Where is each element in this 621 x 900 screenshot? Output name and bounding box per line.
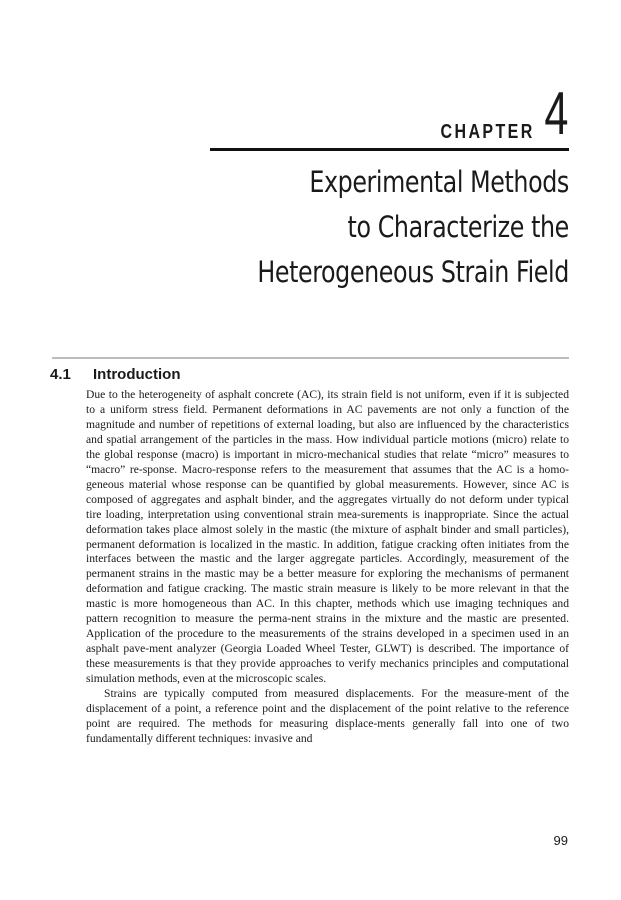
section-divider [52, 357, 569, 359]
paragraph-2: Strains are typically computed from measured displacements. For the measure-ment of the displacement of a point, a reference point and the displacement of the point relative to the reference point are required. The methods for measuring displace-ments generally fall into one of two fundamentally different techniques: invasive and [86, 687, 569, 745]
chapter-word: CHAPTER [440, 121, 535, 143]
chapter-divider [210, 148, 569, 151]
chapter-title-line-1: Experimental Methods [309, 165, 569, 199]
body-text [86, 388, 569, 747]
section-number: 4.1 [50, 366, 71, 383]
page-number: 99 [553, 833, 568, 848]
chapter-title [189, 160, 569, 295]
chapter-label [417, 80, 569, 147]
chapter-title-line-2: to Characterize the [347, 210, 569, 244]
chapter-title-line-3: Heterogeneous Strain Field [257, 255, 569, 289]
paragraph-1: Due to the heterogeneity of asphalt concrete (AC), its strain field is not uniform, even if it is subjected to a uniform stress field. Permanent deformations in AC pavements are not only a function of the magnitude and number of repetitions of external loading, but also are influenced by the characteristics and spatial arrangement of the particles in the mass. How individual particle motions (micro) relate to the global response (macro) is important in micro-mechanical studies that relate “micro” measures to “macro” re-sponse. Macro-response refers to the measurement that assumes that the AC is a homo-geneous material whose response can be quantified by global measurements. However, since AC is composed of aggregates and asphalt binder, and the aggregates virtually do not deform under typical tire loading, interpretation using conventional strain mea-surements is inappropriate. Since the actual deformation takes place almost solely in the mastic (the mixture of asphalt binder and small particles), permanent deformation is localized in the mastic. In addition, fatigue cracking often initiates from the interfaces between the mastic and the larger aggregate particles. Accordingly, measurement of the permanent strains in the mastic may be a better measure for exploring the mechanisms of permanent deformation and fatigue cracking. The mastic strain measure is likely to be more relevant in that the mastic is more homogeneous than AC. In this chapter, methods which use imaging techniques and pattern recognition to measure the perma-nent strains in the mixture and the mastic are presented. Application of the procedure to the measurements of the strains developed in a specimen used in an asphalt pave-ment analyzer (Georgia Loaded Wheel Tester, GLWT) is described. The importance of these measurements is that they provide approaches to verify mechanics principles and computational simulation methods, even at the microscopic scales. [86, 388, 569, 686]
chapter-number: 4 [543, 80, 568, 147]
section-heading [50, 366, 180, 383]
section-title: Introduction [93, 366, 181, 383]
